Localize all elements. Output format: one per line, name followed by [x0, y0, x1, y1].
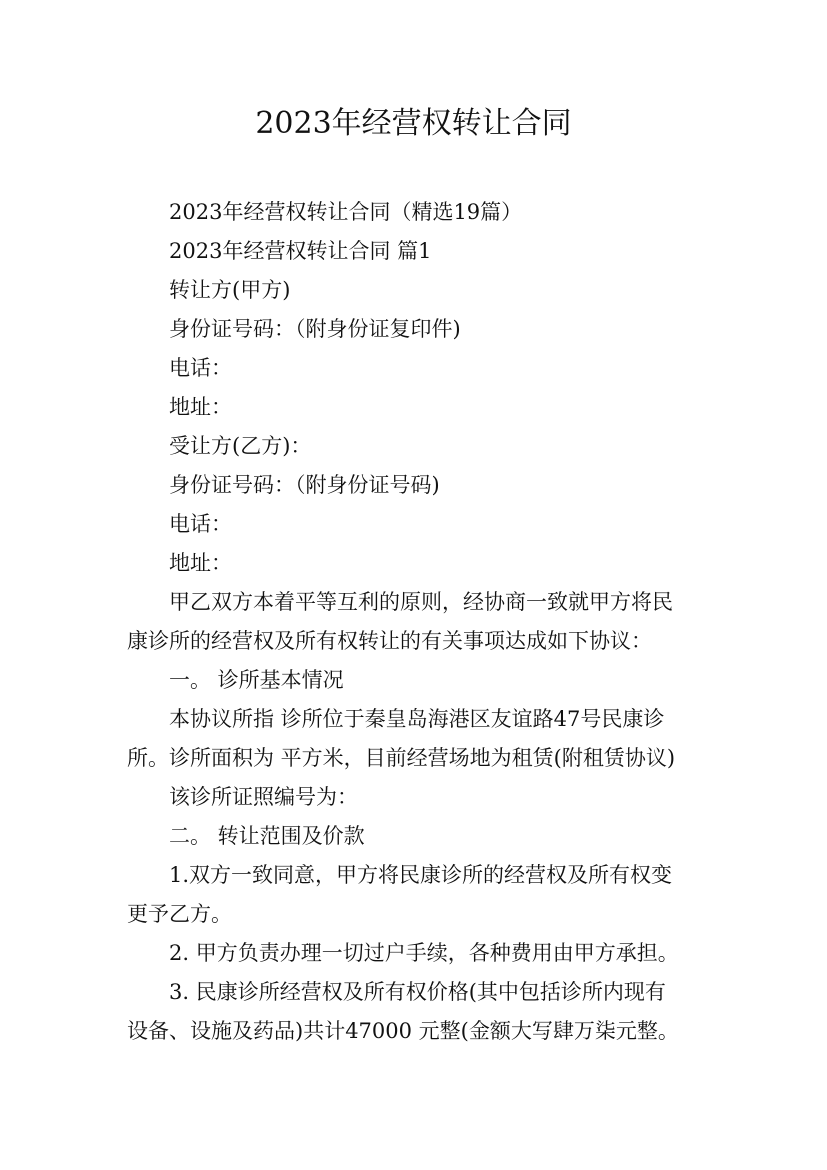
- paragraph-line: 身份证号码：（附身份证复印件): [169, 317, 461, 341]
- paragraph-line: 3. 民康诊所经营权及所有权价格(其中包括诊所内现有: [169, 980, 666, 1004]
- paragraph-line: 身份证号码：（附身份证号码): [169, 473, 440, 497]
- paragraph-line: 1.双方一致同意，甲方将民康诊所的经营权及所有权变: [169, 863, 673, 887]
- paragraph-line: 2023年经营权转让合同（精选19篇）: [169, 200, 523, 224]
- paragraph-line: 地址：: [169, 551, 232, 575]
- paragraph-line: 电话：: [169, 512, 232, 536]
- document-body: [127, 193, 705, 1051]
- paragraph-line: 受让方(乙方)：: [169, 434, 312, 458]
- paragraph-line: 设备、设施及药品)共计47000 元整(金额大写肆万柒元整。: [127, 1019, 679, 1043]
- paragraph-line: 地址：: [169, 395, 232, 419]
- section-heading: 二。 转让范围及价款: [169, 824, 365, 848]
- paragraph-line: 康诊所的经营权及所有权转让的有关事项达成如下协议：: [127, 629, 652, 653]
- paragraph-line: 所。诊所面积为 平方米，目前经营场地为租赁(附租赁协议): [127, 746, 676, 770]
- paragraph-line: 该诊所证照编号为：: [169, 785, 358, 809]
- section-heading: 一。 诊所基本情况: [169, 668, 344, 692]
- paragraph-line: 甲乙双方本着平等互利的原则，经协商一致就甲方将民: [169, 590, 673, 614]
- paragraph-line: 2. 甲方负责办理一切过户手续，各种费用由甲方承担。: [169, 941, 679, 965]
- paragraph-line: 更予乙方。: [127, 902, 232, 926]
- document-title: 2023年经营权转让合同: [255, 106, 572, 141]
- paragraph-line: 2023年经营权转让合同 篇1: [169, 239, 432, 263]
- paragraph-line: 本协议所指 诊所位于秦皇岛海港区友谊路47号民康诊: [169, 707, 665, 731]
- paragraph-line: 电话：: [169, 356, 232, 380]
- paragraph-line: 转让方(甲方): [169, 278, 291, 302]
